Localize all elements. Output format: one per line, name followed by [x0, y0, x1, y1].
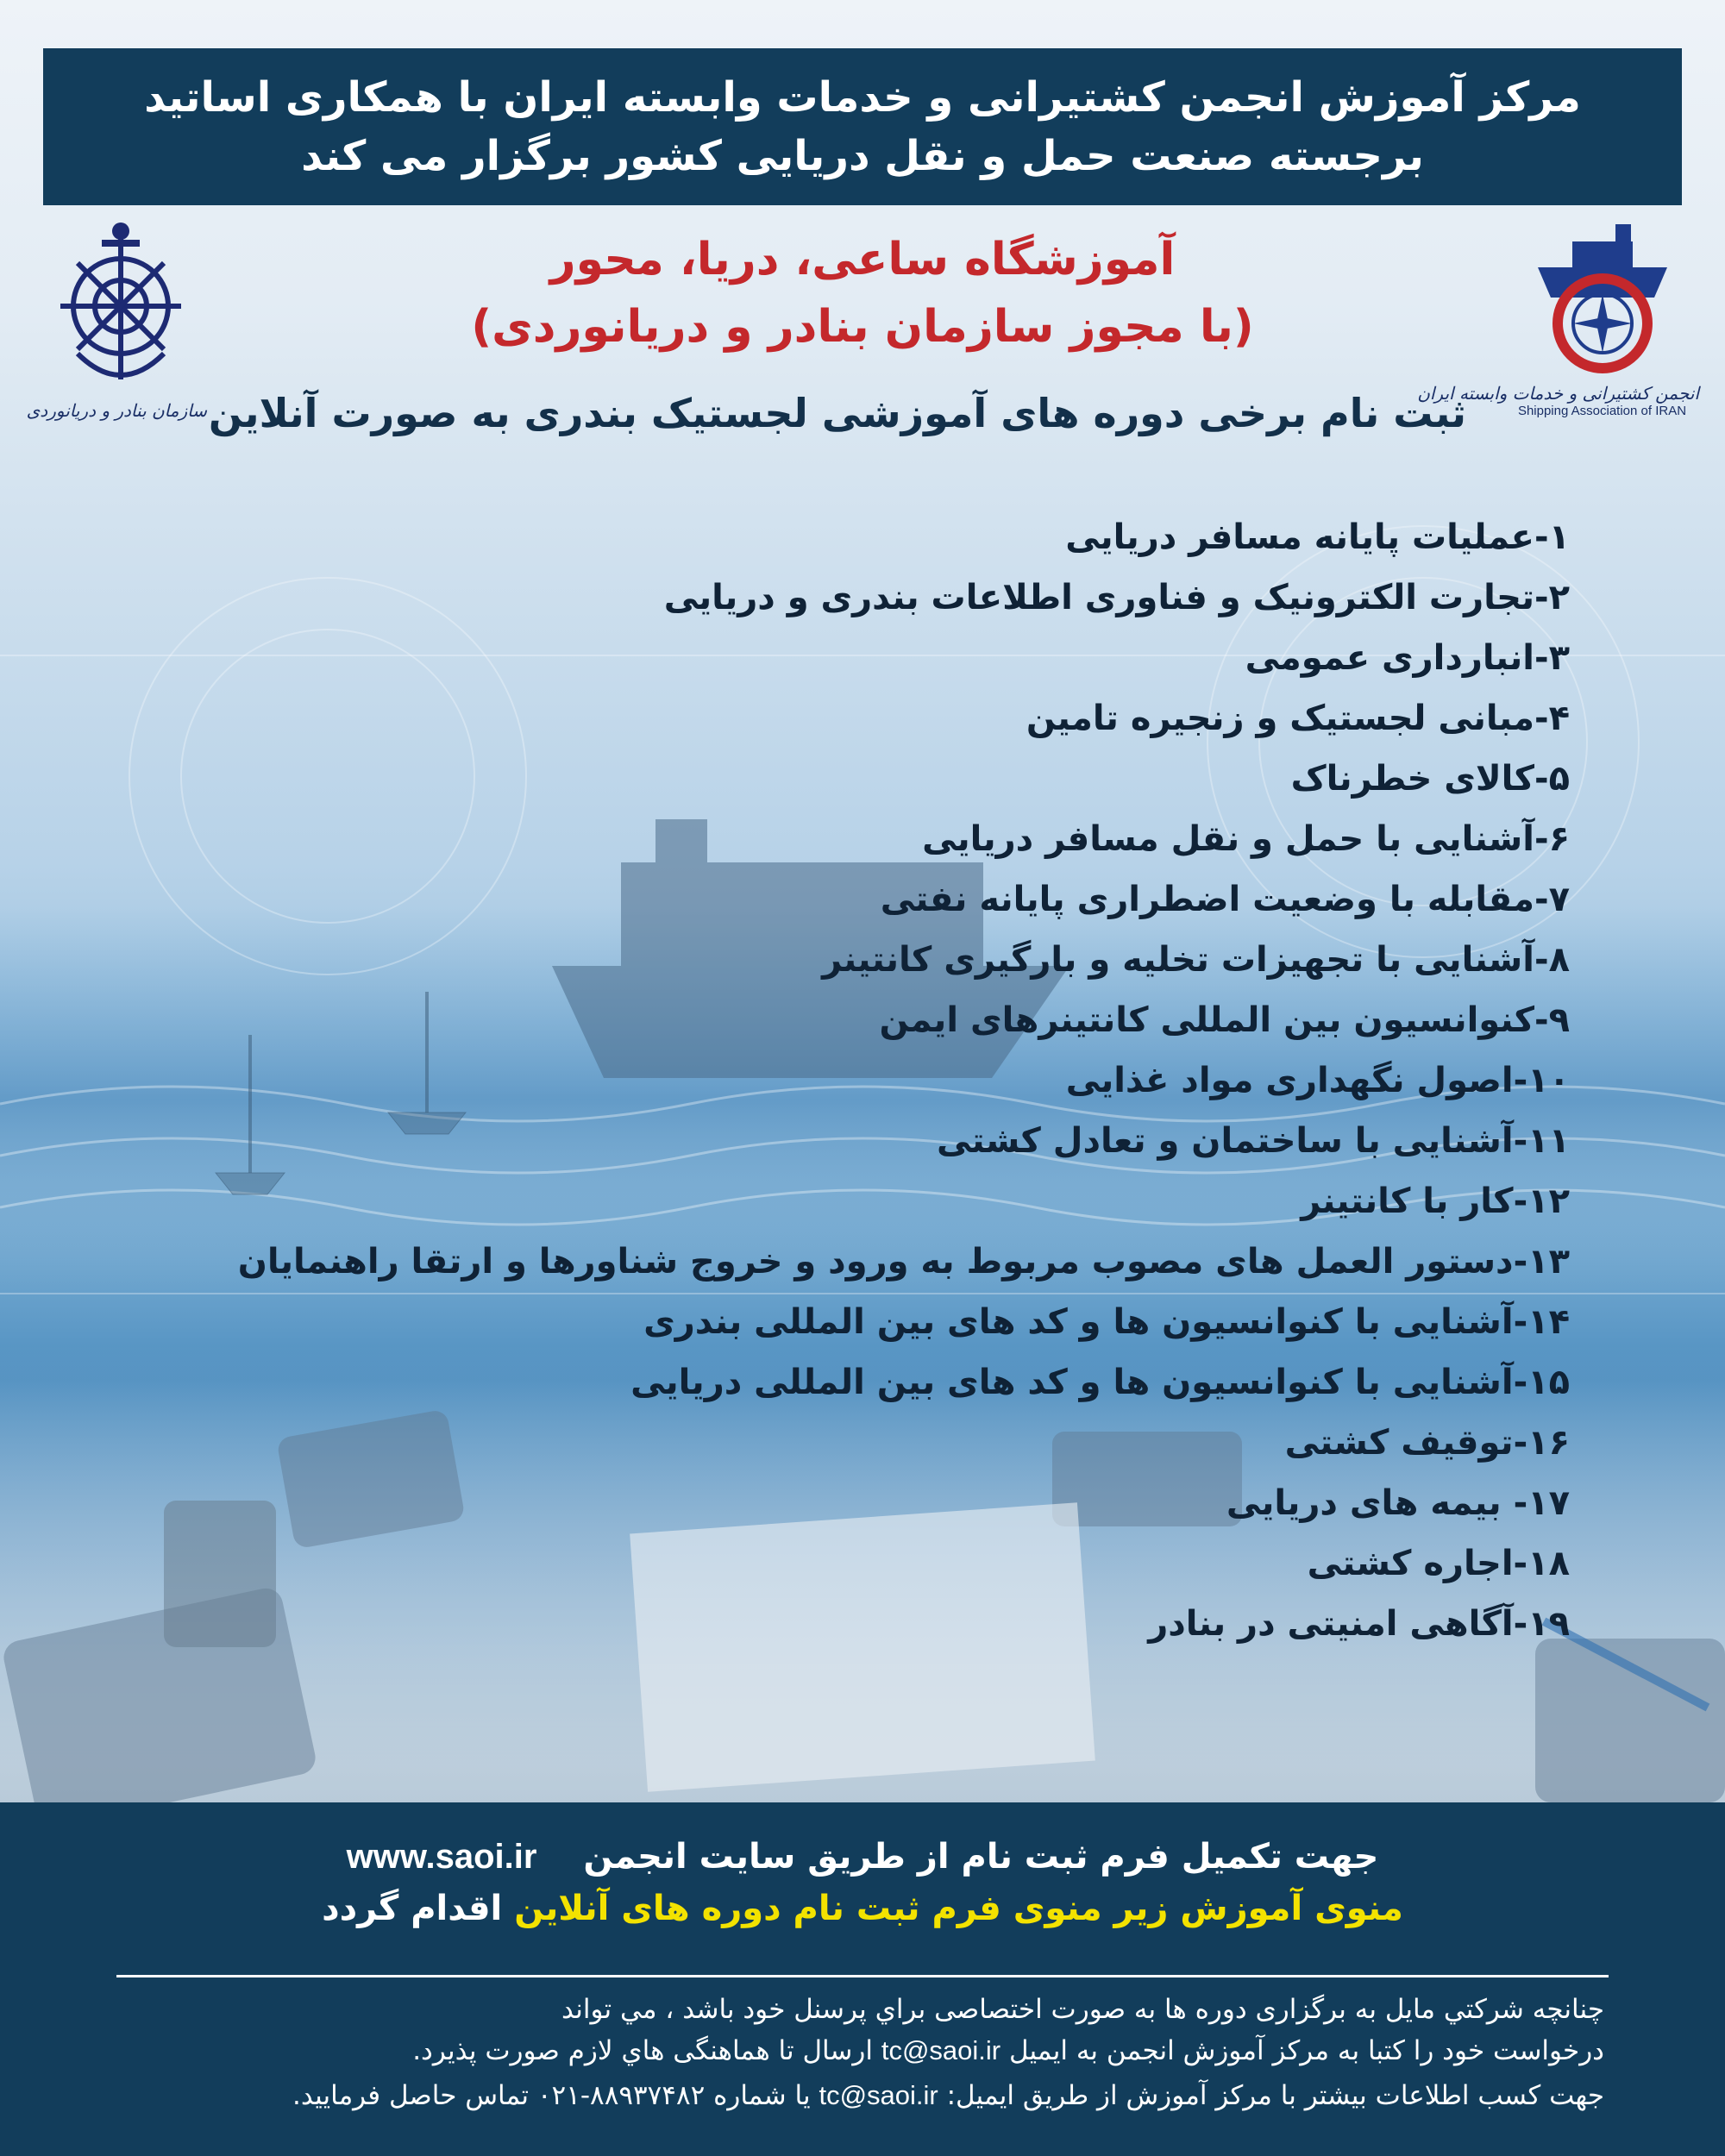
footer-note-3 — [104, 2080, 1604, 2111]
course-item: ۱۰-اصول نگهداری مواد غذایی — [1065, 1061, 1570, 1100]
footer-divider — [116, 1975, 1609, 1977]
course-item: ۱۶-توقیف کشتی — [1284, 1423, 1570, 1463]
sai-logo — [1417, 216, 1699, 440]
email-link[interactable]: tc@saoi.ir — [881, 2035, 1001, 2065]
course-item: ۲-تجارت الکترونیک و فناوری اطلاعات بندری و دریایی — [663, 578, 1570, 617]
course-item: ۶-آشنایی با حمل و نقل مسافر دریایی — [922, 819, 1570, 859]
registration-instructions — [172, 1837, 1552, 1877]
sai-logo-caption-en: Shipping Association of IRAN — [1517, 404, 1687, 418]
school-title — [259, 226, 1466, 360]
course-item: ۳-انبارداری عمومی — [1245, 638, 1570, 678]
header-line-1: مرکز آموزش انجمن کشتیرانی و خدمات وابسته ایران با همکاری اساتید — [144, 73, 1581, 122]
course-item: ۹-کنوانسیون بین المللی کانتینرهای ایمن — [879, 1000, 1570, 1040]
menu-instructions — [172, 1889, 1552, 1928]
course-item: ۵-کالای خطرناک — [1290, 759, 1570, 799]
course-item: ۱۷- بیمه های دریایی — [1226, 1483, 1570, 1523]
course-item: ۱۵-آشنایی با کنوانسیون ها و کد های بین المللی دریایی — [630, 1363, 1570, 1402]
sai-logo-caption-fa: انجمن کشتیرانی و خدمات وابسته ایران — [1417, 383, 1699, 404]
course-item: ۱۹-آگاهی امنیتی در بنادر — [1148, 1604, 1570, 1644]
footer-note-3-start: جهت کسب اطلاعات بیشتر با مرکز آموزش از طریق ایمیل: — [946, 2080, 1604, 2111]
menu-path-text: منوی آموزش زیر منوی فرم ثبت نام دوره های آنلاین — [514, 1889, 1403, 1928]
email-link[interactable]: tc@saoi.ir — [819, 2080, 938, 2110]
header-line-2: برجسته صنعت حمل و نقل دریایی کشور برگزار می کند — [301, 132, 1424, 180]
course-item: ۷-مقابله با وضعیت اضطراری پایانه نفتی — [880, 880, 1570, 919]
course-item: ۱-عملیات پایانه مسافر دریایی — [1065, 517, 1570, 557]
pmo-logo-caption: سازمان بنادر و دریانوردی — [26, 400, 207, 421]
website-link[interactable]: www.saoi.ir — [346, 1838, 537, 1876]
course-item: ۱۴-آشنایی با کنوانسیون ها و کد های بین المللی بندری — [643, 1302, 1570, 1342]
ship-compass-icon — [1512, 216, 1693, 379]
anchor-wheel-icon — [43, 216, 198, 397]
registration-title: ثبت نام برخی دوره های آموزشی لجستیک بندری به صورت آنلاین — [208, 390, 1466, 436]
course-item: ۱۱-آشنایی با ساختمان و تعادل کشتی — [937, 1121, 1570, 1161]
footer-note-2-end: ارسال تا هماهنگی هاي لازم صورت پذيرد. — [412, 2035, 873, 2066]
course-item: ۴-مبانی لجستیک و زنجیره تامین — [1026, 699, 1570, 738]
header-banner — [43, 48, 1682, 205]
footer-panel — [0, 1802, 1725, 2156]
menu-action-text: اقدام گردد — [322, 1889, 503, 1928]
footer-note-1: چنانچه شرکتي مايل به برگزاری دوره ها به صورت اختصاصی براي پرسنل خود باشد ، مي تواند — [561, 1994, 1604, 2025]
course-item: ۱۲-کار با کانتینر — [1301, 1181, 1570, 1221]
course-item: ۱۳-دستور العمل های مصوب مربوط به ورود و خروج شناورها و ارتقا راهنمایان — [237, 1242, 1570, 1282]
footer-note-2 — [104, 2035, 1604, 2066]
school-license: (با مجوز سازمان بنادر و دریانوردی) — [471, 301, 1254, 353]
course-item: ۱۸-اجاره کشتی — [1307, 1544, 1570, 1583]
school-name: آموزشگاه ساعی، دریا، محور — [549, 234, 1176, 285]
footer-note-2-start: درخواست خود را کتبا به مرکز آموزش انجمن به ایمیل — [1008, 2035, 1604, 2066]
registration-text: جهت تکمیل فرم ثبت نام از طریق سایت انجمن — [583, 1837, 1379, 1877]
course-list — [172, 507, 1570, 1654]
footer-note-3-end: یا شماره ۸۸۹۳۷۴۸۲-۰۲۱ تماس حاصل فرمایید. — [292, 2080, 811, 2111]
pmo-logo — [26, 216, 207, 440]
course-item: ۸-آشنایی با تجهیزات تخلیه و بارگیری کانتینر — [822, 940, 1570, 980]
